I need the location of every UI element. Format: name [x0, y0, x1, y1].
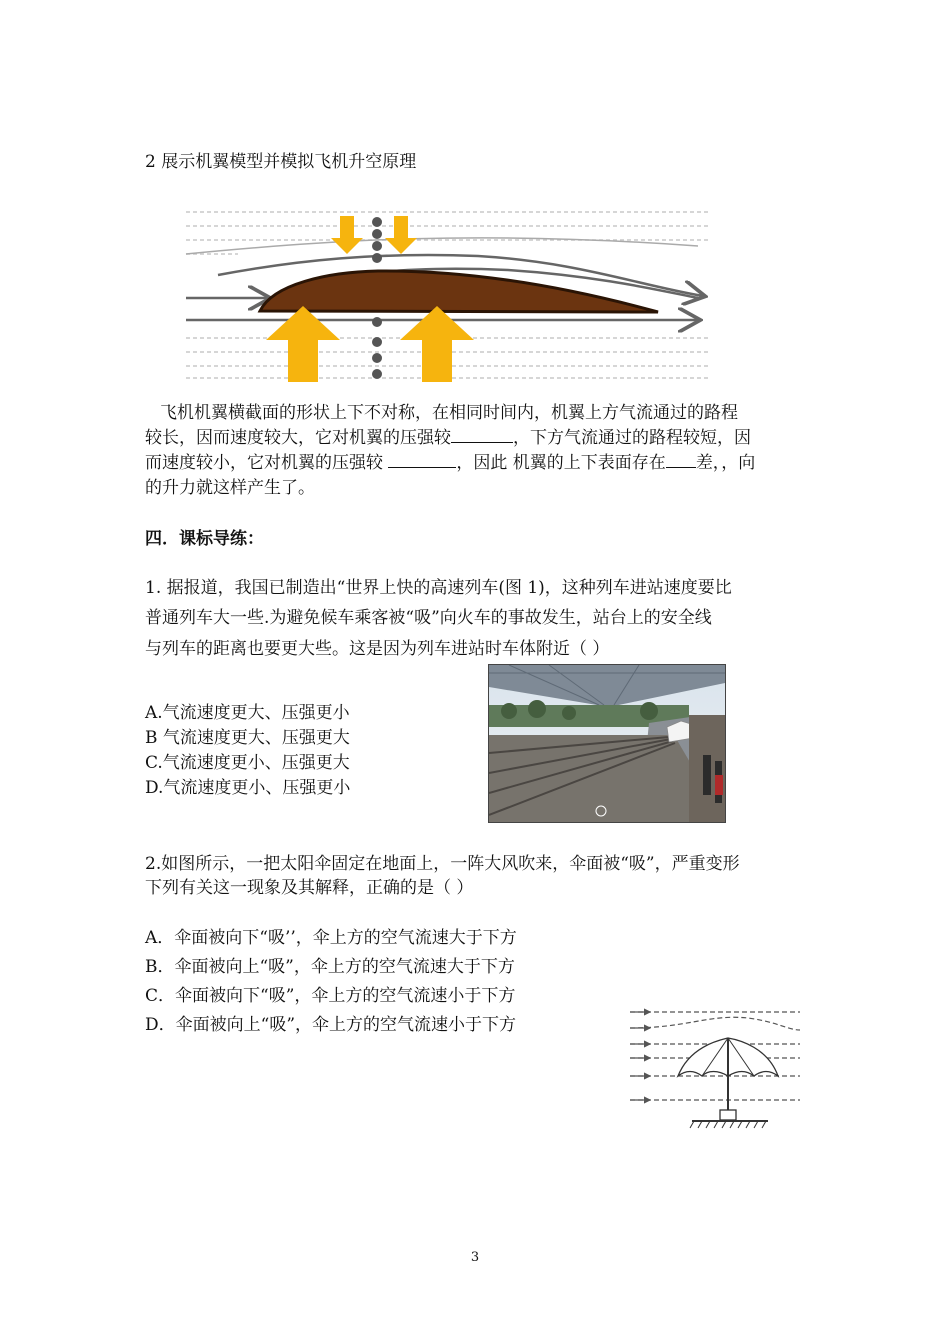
wing-paragraph-line4: 的升力就这样产生了。: [145, 478, 315, 498]
wing-lift-diagram: [178, 190, 716, 386]
train-station-photo: [488, 664, 726, 823]
blank-upper-pressure: [451, 426, 513, 443]
q1-option-d: D.气流速度更小、压强更小: [145, 778, 351, 798]
wing-paragraph-line1: 飞机机翼横截面的形状上下不对称，在相同时间内，机翼上方气流通过的路程: [160, 403, 738, 423]
page-number: 3: [470, 1250, 480, 1265]
q1-option-b: B 气流速度更大、压强更大: [145, 728, 350, 748]
wing-crosssection: [260, 271, 658, 312]
q2-option-a: A．伞面被向下“吸’’，伞上方的空气流速大于下方: [145, 928, 517, 948]
blank-lower-pressure: [388, 451, 456, 468]
section4-heading: 四．课标导练：: [145, 529, 264, 549]
q2-line2: 下列有关这一现象及其解释，正确的是（ ）: [145, 878, 474, 898]
wing-paragraph-line3: 而速度较小，它对机翼的压强较 ，因此 机翼的上下表面存在 差，，向: [145, 453, 756, 473]
q1-line3: 与列车的距离也要更大些。这是因为列车进站时车体附近（ ）: [145, 639, 610, 659]
q2-option-b: B．伞面被向上“吸”，伞上方的空气流速大于下方: [145, 957, 515, 977]
section2-heading: 2 展示机翼模型并模拟飞机升空原理: [145, 152, 417, 172]
wing-paragraph-line2: 较长，因而速度较大，它对机翼的压强较 ，下方气流通过的路程较短，因: [145, 428, 751, 448]
q2-option-c: C．伞面被向下“吸”，伞上方的空气流速小于下方: [145, 986, 516, 1006]
q1-line2: 普通列车大一些.为避免候车乘客被“吸”向火车的事故发生，站台上的安全线: [145, 608, 712, 628]
q1-option-a: A.气流速度更大、压强更小: [145, 703, 350, 723]
umbrella-wind-diagram: [628, 1000, 804, 1140]
blank-pressure-difference: [666, 451, 696, 468]
q2-option-d: D．伞面被向上“吸”，伞上方的空气流速小于下方: [145, 1015, 517, 1035]
lift-arrow-right: [400, 306, 474, 382]
lift-arrow-left: [266, 306, 340, 382]
q2-line1: 2.如图所示，一把太阳伞固定在地面上，一阵大风吹来，伞面被“吸”，严重变形: [145, 854, 740, 874]
q1-option-c: C.气流速度更小、压强更大: [145, 753, 350, 773]
q1-line1: 1. 据报道，我国已制造出“世界上快的高速列车(图 1)，这种列车进站速度要比: [145, 578, 732, 598]
